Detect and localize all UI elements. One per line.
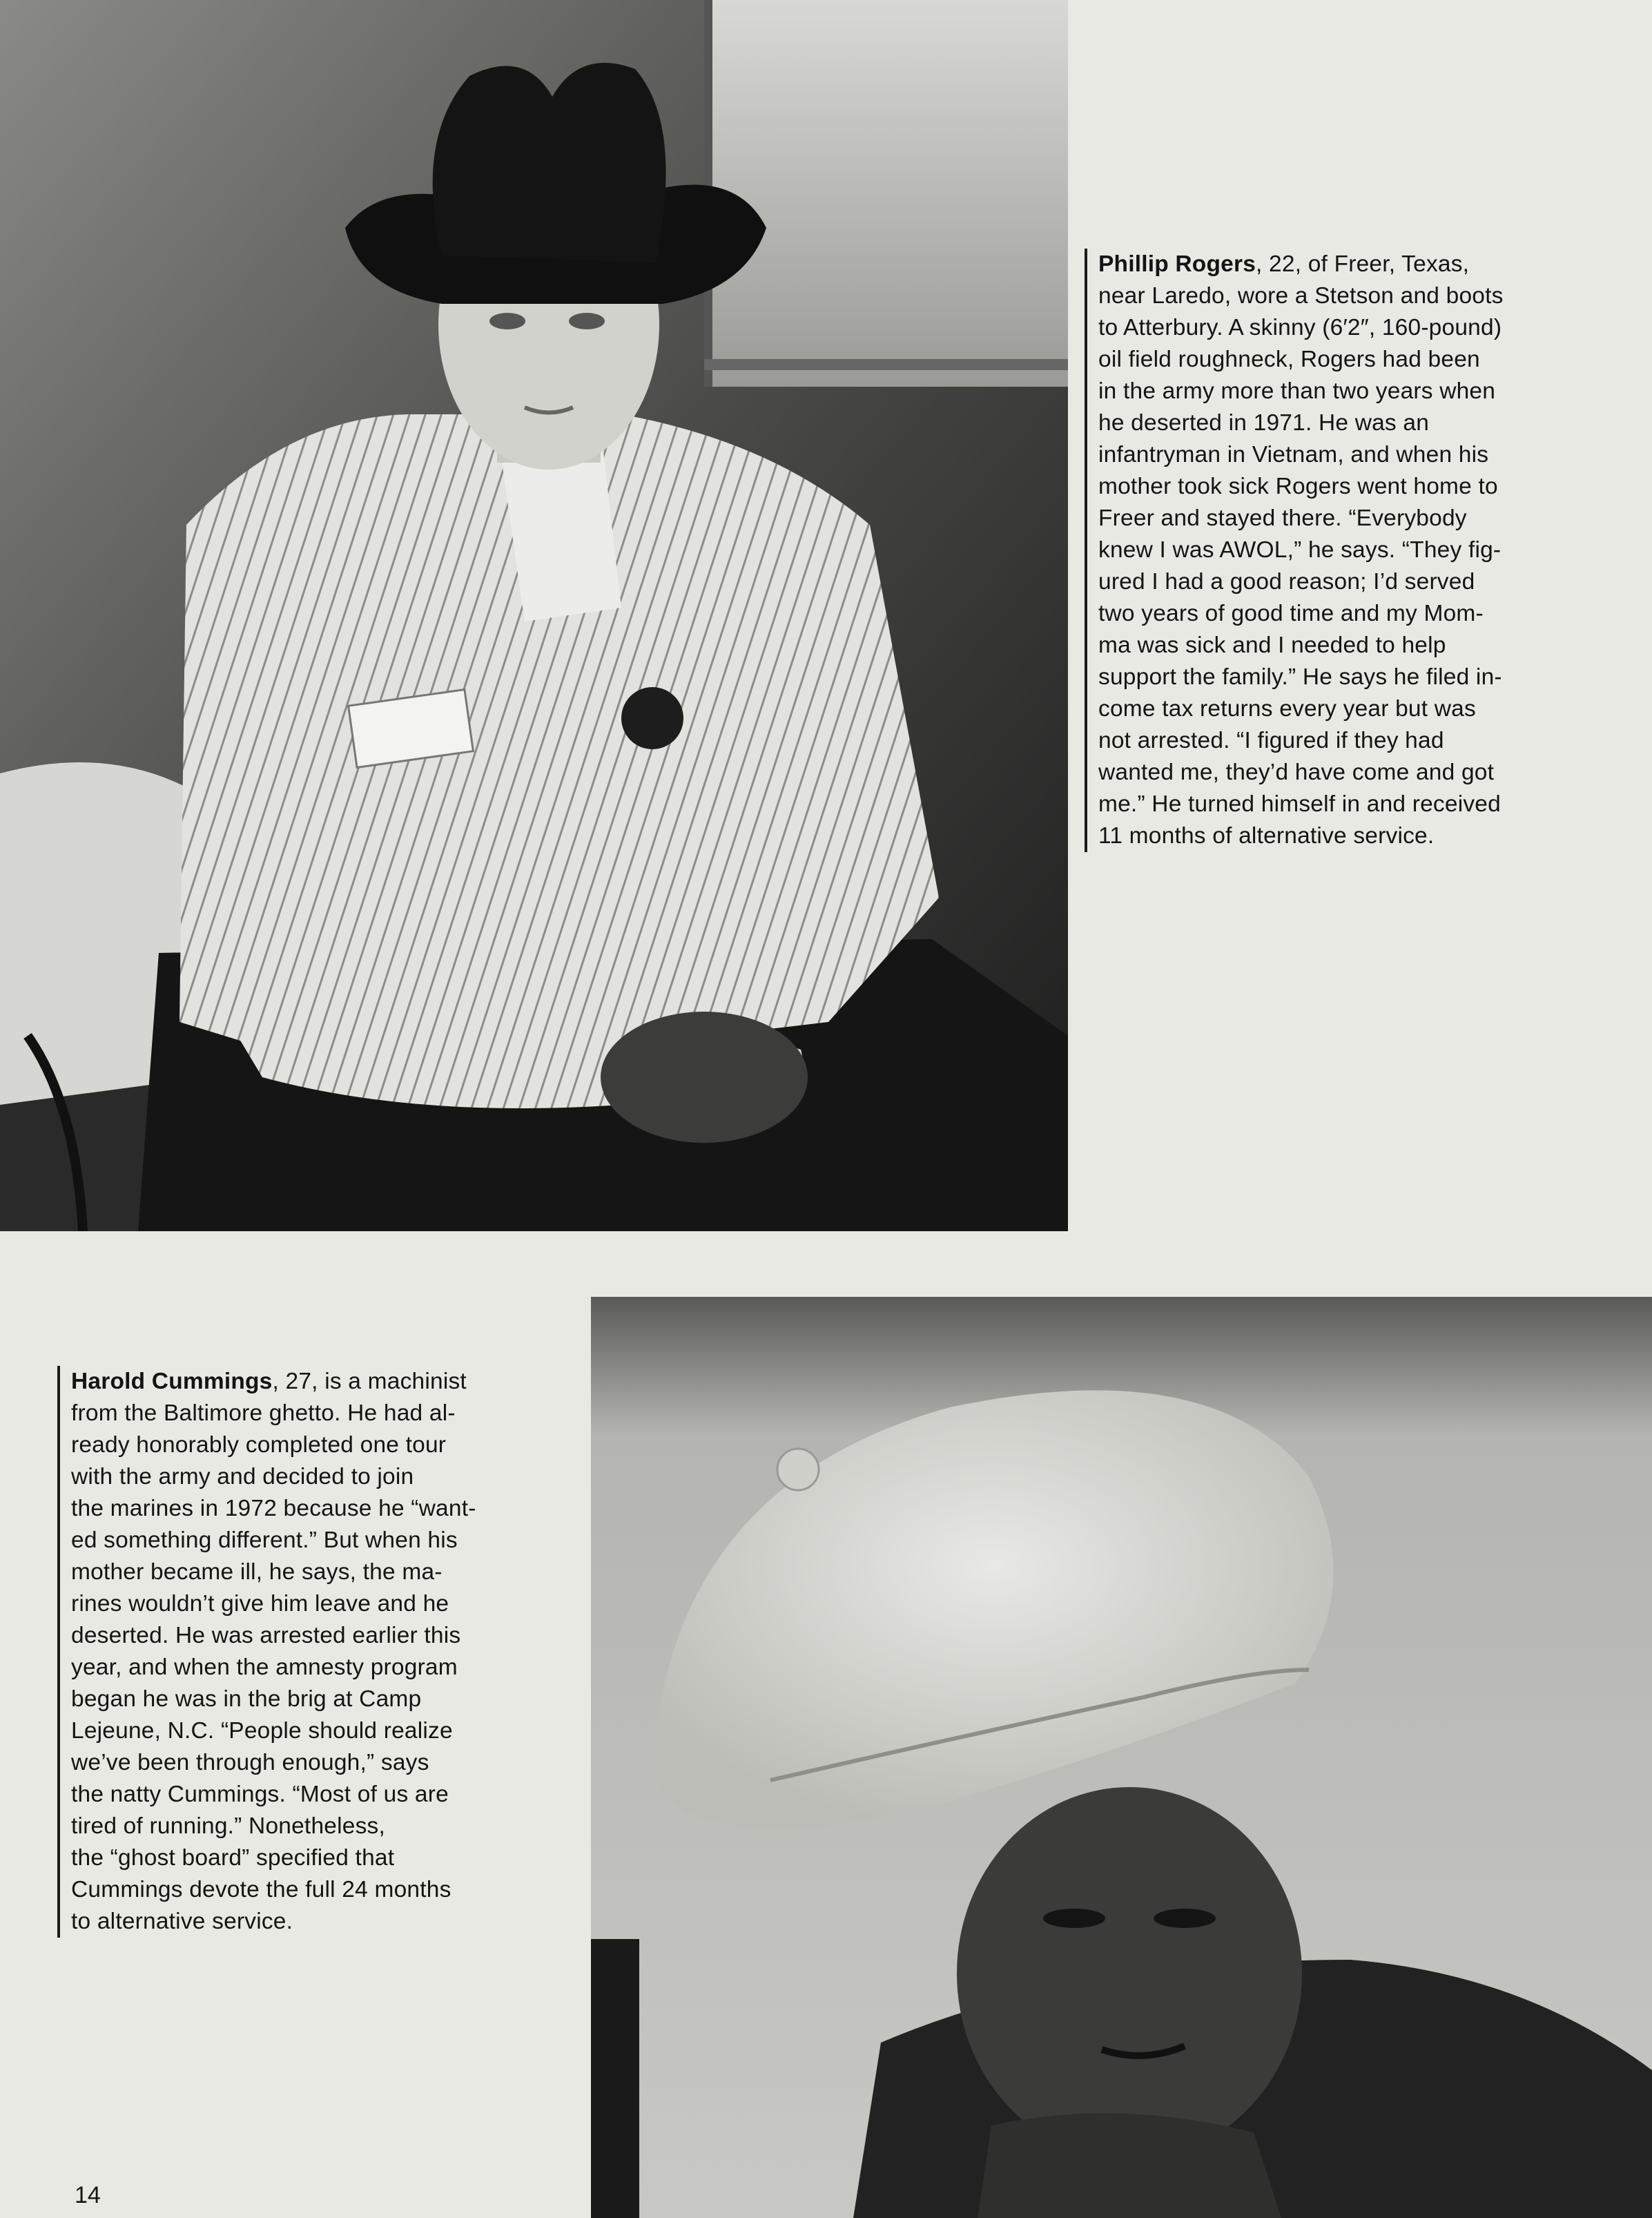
caption-line: Lejeune, N.C. “People should realize [71, 1718, 453, 1744]
caption-line: from the Baltimore ghetto. He had al- [71, 1400, 456, 1426]
caption-line: in the army more than two years when [1098, 378, 1496, 404]
caption-line: tired of running.” Nonetheless, [71, 1813, 385, 1839]
caption-line: the marines in 1972 because he “want- [71, 1496, 476, 1521]
caption-line: to Atterbury. A skinny (6′2″, 160-pound) [1098, 315, 1502, 340]
caption-line: mother took sick Rogers went home to [1098, 474, 1498, 499]
caption-line: the “ghost board” specified that [71, 1845, 395, 1871]
caption-subject-name: Harold Cummings [71, 1369, 273, 1394]
caption-harold-cummings [57, 1366, 568, 1938]
caption-line: ma was sick and I needed to help [1098, 633, 1446, 658]
caption-line: year, and when the amnesty program [71, 1655, 458, 1680]
page-number: 14 [75, 2182, 101, 2208]
caption-line: mother became ill, he says, the ma- [71, 1559, 443, 1585]
caption-line: he deserted in 1971. He was an [1098, 410, 1430, 436]
caption-line: not arrested. “I figured if they had [1098, 728, 1444, 753]
caption-line: to alternative service. [71, 1909, 293, 1934]
caption-line: come tax returns every year but was [1098, 696, 1476, 722]
caption-line: infantryman in Vietnam, and when his [1098, 442, 1489, 467]
photo-phillip-rogers [0, 0, 1068, 1231]
caption-line: Freer and stayed there. “Everybody [1098, 505, 1467, 531]
photo-phillip-rogers-image [0, 0, 1068, 1231]
caption-line: deserted. He was arrested earlier this [71, 1623, 461, 1648]
photo-harold-cummings-image [591, 1297, 1652, 2218]
caption-line: Phillip Rogers, 22, of Freer, Texas, [1098, 251, 1470, 277]
caption-line: support the family.” He says he filed in- [1098, 664, 1502, 690]
caption-line: ured I had a good reason; I’d served [1098, 569, 1475, 595]
caption-line: Cummings devote the full 24 months [71, 1877, 451, 1902]
caption-line: rines wouldn’t give him leave and he [71, 1591, 449, 1617]
caption-line: we’ve been through enough,” says [71, 1750, 429, 1775]
caption-line: near Laredo, wore a Stetson and boots [1098, 283, 1504, 309]
caption-phillip-rogers [1085, 249, 1602, 852]
caption-line: knew I was AWOL,” he says. “They fig- [1098, 537, 1502, 563]
caption-line: Harold Cummings, 27, is a machinist [71, 1369, 467, 1394]
caption-line: with the army and decided to join [71, 1464, 414, 1489]
caption-line: 11 months of alternative service. [1098, 823, 1435, 849]
caption-line: began he was in the brig at Camp [71, 1686, 422, 1712]
caption-line: ed something different.” But when his [71, 1527, 458, 1553]
caption-subject-name: Phillip Rogers [1098, 251, 1256, 277]
caption-line: two years of good time and my Mom- [1098, 601, 1484, 626]
photo-harold-cummings [591, 1297, 1652, 2218]
caption-line: wanted me, they’d have come and got [1098, 760, 1495, 785]
caption-line: the natty Cummings. “Most of us are [71, 1782, 449, 1807]
caption-line: ready honorably completed one tour [71, 1432, 447, 1458]
caption-line: me.” He turned himself in and received [1098, 791, 1501, 817]
caption-line: oil field roughneck, Rogers had been [1098, 347, 1480, 372]
